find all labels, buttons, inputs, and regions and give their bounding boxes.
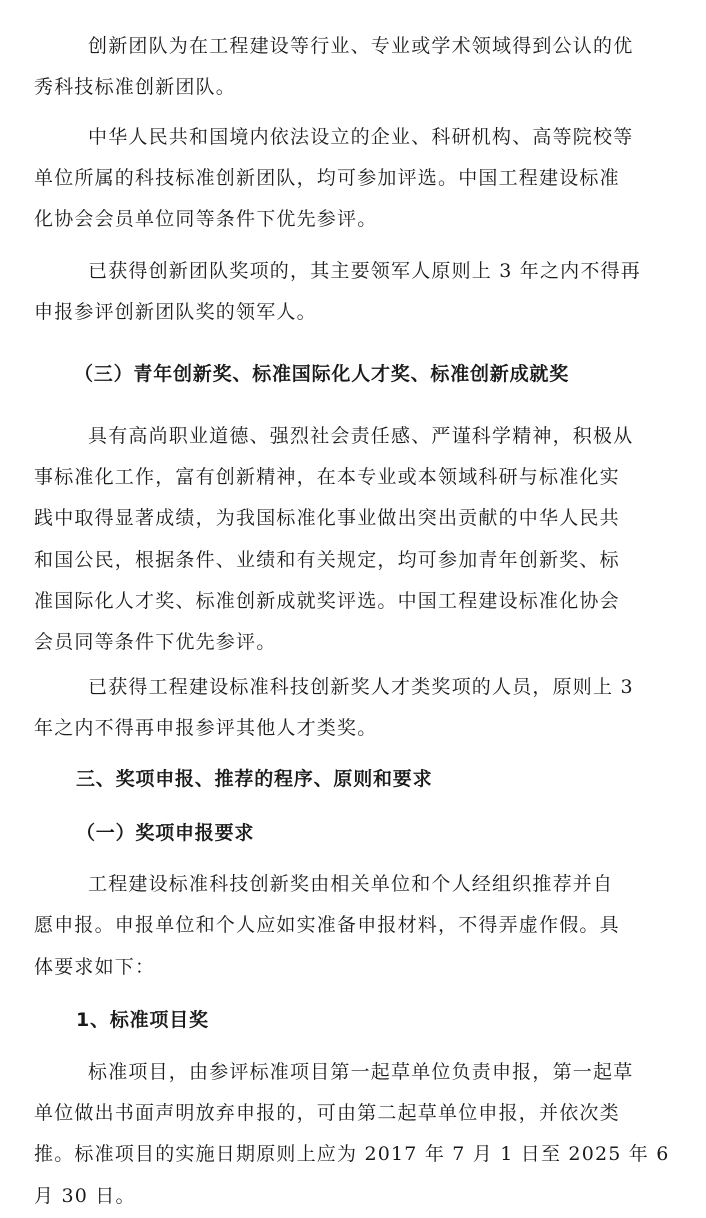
item-heading: 1、标准项目奖: [76, 1009, 209, 1031]
paragraph-line: 体要求如下：: [34, 956, 156, 978]
paragraph-line: 中华人民共和国境内依法设立的企业、科研机构、高等院校等: [88, 126, 634, 148]
paragraph-line: 标准项目，由参评标准项目第一起草单位负责申报，第一起草: [88, 1061, 634, 1083]
paragraph-line: 已获得工程建设标准科技创新奖人才类奖项的人员，原则上 3: [88, 676, 634, 698]
paragraph-line: 事标准化工作，富有创新精神，在本专业或本领域科研与标准化实: [34, 466, 620, 488]
paragraph-line: 具有高尚职业道德、强烈社会责任感、严谨科学精神，积极从: [88, 425, 634, 447]
subsection-heading: （一）奖项申报要求: [76, 822, 255, 844]
paragraph-line: 和国公民，根据条件、业绩和有关规定，均可参加青年创新奖、标: [34, 549, 620, 571]
paragraph-line: 秀科技标准创新团队。: [34, 76, 237, 98]
paragraph-line: 申报参评创新团队奖的领军人。: [34, 301, 317, 323]
paragraph-line: 准国际化人才奖、标准创新成就奖评选。中国工程建设标准化协会: [34, 590, 620, 612]
paragraph-line: 单位所属的科技标准创新团队，均可参加评选。中国工程建设标准: [34, 167, 620, 189]
paragraph-line: 愿申报。申报单位和个人应如实准备申报材料，不得弄虚作假。具: [34, 914, 620, 936]
paragraph-line: 工程建设标准科技创新奖由相关单位和个人经组织推荐并自: [88, 873, 614, 895]
paragraph-line: 创新团队为在工程建设等行业、专业或学术领域得到公认的优: [88, 35, 634, 57]
section-heading: 三、奖项申报、推荐的程序、原则和要求: [76, 768, 433, 790]
paragraph-line: 会员同等条件下优先参评。: [34, 631, 277, 653]
paragraph-line: 践中取得显著成绩，为我国标准化事业做出突出贡献的中华人民共: [34, 507, 620, 529]
paragraph-line: 推。标准项目的实施日期原则上应为 2017 年 7 月 1 日至 2025 年 6: [34, 1143, 670, 1165]
paragraph-line: 化协会会员单位同等条件下优先参评。: [34, 208, 378, 230]
paragraph-line: 已获得创新团队奖项的，其主要领军人原则上 3 年之内不得再: [88, 260, 641, 282]
section-heading: （三）青年创新奖、标准国际化人才奖、标准创新成就奖: [74, 363, 570, 385]
paragraph-line: 年之内不得再申报参评其他人才类奖。: [34, 717, 378, 739]
paragraph-line: 月 30 日。: [34, 1185, 136, 1207]
paragraph-line: 单位做出书面声明放弃申报的，可由第二起草单位申报，并依次类: [34, 1102, 620, 1124]
